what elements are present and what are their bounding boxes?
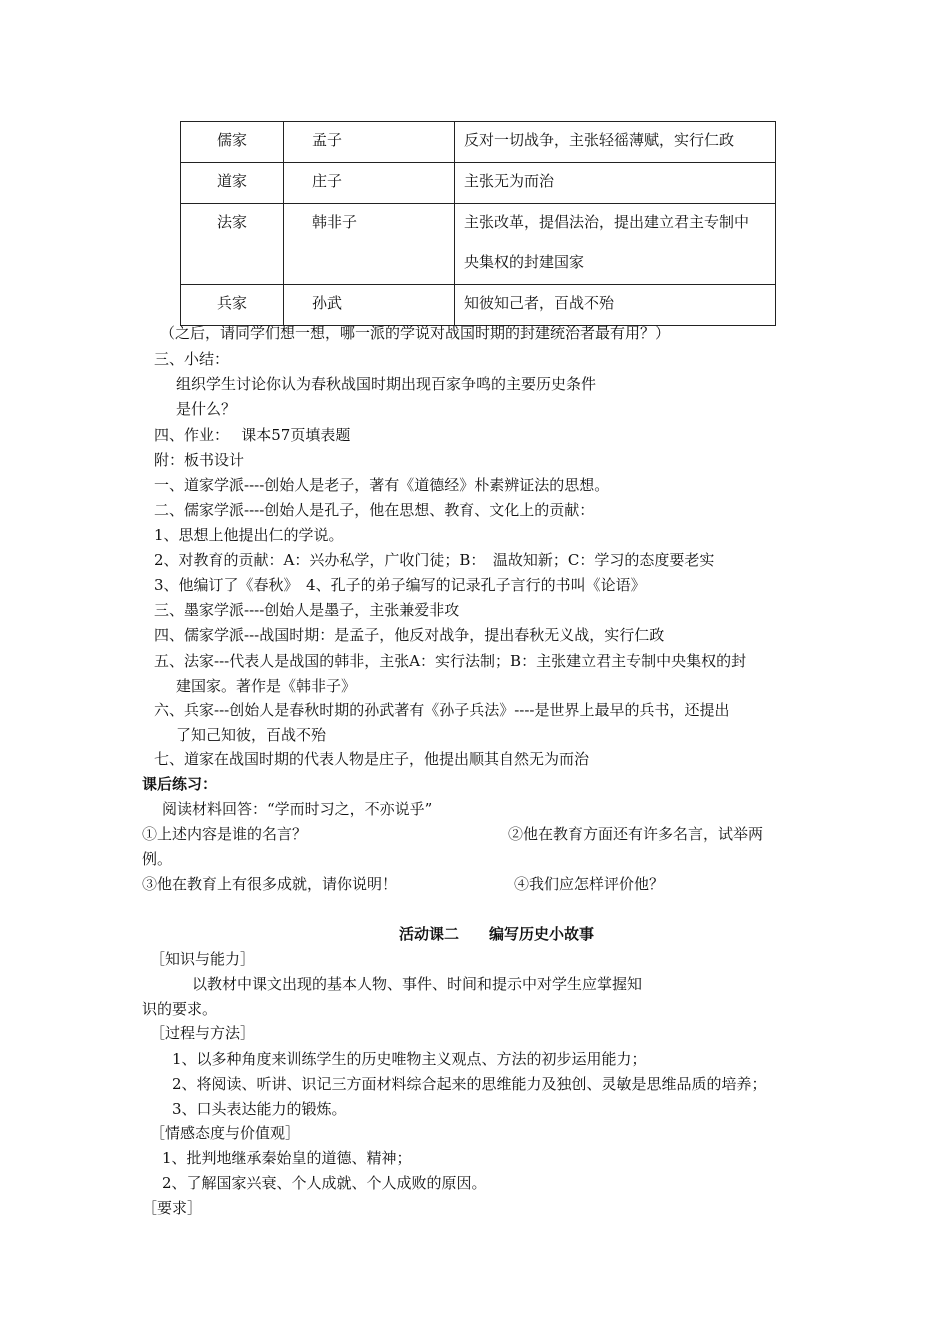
board-line: 三、墨家学派----创始人是墨子，主张兼爱非攻 xyxy=(154,601,460,619)
exercise-question-1: ①上述内容是谁的名言？ xyxy=(142,825,308,843)
goal-text: 2、将阅读、听讲、识记三方面材料综合起来的思维能力及独创、灵敏是思维品质的培养； xyxy=(172,1075,767,1093)
summary-text: 是什么？ xyxy=(176,400,237,418)
idea-cell: 反对一切战争，主张轻徭薄赋，实行仁政 xyxy=(455,122,776,163)
exercise-material: 阅读材料回答：“学而时习之，不亦说乎” xyxy=(162,800,433,818)
activity-title: 活动课二 编写历史小故事 xyxy=(399,925,595,943)
goal-heading: ［情感态度与价值观］ xyxy=(150,1124,301,1142)
school-cell: 儒家 xyxy=(181,122,284,163)
goal-text: 以教材中课文出现的基本人物、事件、时间和提示中对学生应掌握知 xyxy=(192,975,643,993)
board-line: 了知己知彼，百战不殆 xyxy=(176,726,327,744)
exercise-question-3: ③他在教育上有很多成就，请你说明！ xyxy=(142,875,398,893)
goal-text: 1、批判地继承秦始皇的道德、精神； xyxy=(162,1149,412,1167)
board-line: 一、道家学派----创始人是老子，著有《道德经》朴素辨证法的思想。 xyxy=(154,476,610,494)
table-row xyxy=(181,122,776,163)
school-cell: 法家 xyxy=(181,204,284,285)
goal-text: 3、口头表达能力的锻炼。 xyxy=(172,1100,347,1118)
homework-line: 四、作业： 课本57页填表题 xyxy=(154,426,351,444)
goal-heading: ［知识与能力］ xyxy=(150,950,256,968)
board-design-heading: 附：板书设计 xyxy=(154,451,245,469)
school-cell: 兵家 xyxy=(181,285,284,326)
goal-text: 2、了解国家兴衰、个人成就、个人成败的原因。 xyxy=(162,1174,487,1192)
table-row xyxy=(181,163,776,204)
table-row xyxy=(181,204,776,285)
person-cell: 庄子 xyxy=(284,163,455,204)
idea-cell: 主张无为而治 xyxy=(455,163,776,204)
schools-table xyxy=(180,121,776,326)
person-cell: 孙武 xyxy=(284,285,455,326)
idea-cell: 知彼知己者，百战不殆 xyxy=(455,285,776,326)
board-line: 1、思想上他提出仁的学说。 xyxy=(154,526,344,544)
table-question: （之后，请同学们想一想，哪一派的学说对战国时期的封建统治者最有用？） xyxy=(160,324,671,342)
person-cell: 孟子 xyxy=(284,122,455,163)
goal-text: 1、以多种角度来训练学生的历史唯物主义观点、方法的初步运用能力； xyxy=(172,1050,647,1068)
section-summary-heading: 三、小结： xyxy=(154,350,230,368)
exercise-heading: 课后练习： xyxy=(142,775,218,793)
person-cell: 韩非子 xyxy=(284,204,455,285)
goal-heading: ［过程与方法］ xyxy=(150,1024,256,1042)
school-cell: 道家 xyxy=(181,163,284,204)
board-line: 2、对教育的贡献：A：兴办私学，广收门徒；B： 温故知新；C：学习的态度要老实 xyxy=(154,551,715,569)
board-line: 五、法家---代表人是战国的韩非，主张A：实行法制；B：主张建立君主专制中央集权的封 xyxy=(154,652,747,670)
board-line: 七、道家在战国时期的代表人物是庄子，他提出顺其自然无为而治 xyxy=(154,750,590,768)
board-line: 二、儒家学派----创始人是孔子，他在思想、教育、文化上的贡献： xyxy=(154,501,595,519)
summary-text: 组织学生讨论你认为春秋战国时期出现百家争鸣的主要历史条件 xyxy=(176,375,597,393)
goal-text: 识的要求。 xyxy=(142,1000,218,1018)
table-row xyxy=(181,285,776,326)
board-line: 六、兵家---创始人是春秋时期的孙武著有《孙子兵法》----是世界上最早的兵书，还提出 xyxy=(154,701,730,719)
idea-cell: 主张改革，提倡法治，提出建立君主专制中 央集权的封建国家 xyxy=(455,204,776,285)
exercise-question-2: ②他在教育方面还有许多名言，试举两 xyxy=(508,825,764,843)
exercise-question-4: ④我们应怎样评价他？ xyxy=(514,875,665,893)
exercise-question-2-cont: 例。 xyxy=(142,850,173,868)
board-line: 四、儒家学派---战国时期：是孟子，他反对战争，提出春秋无义战，实行仁政 xyxy=(154,626,665,644)
goal-heading: ［要求］ xyxy=(142,1199,203,1217)
board-line: 3、他编订了《春秋》 4、孔子的弟子编写的记录孔子言行的书叫《论语》 xyxy=(154,576,646,594)
board-line: 建国家。著作是《韩非子》 xyxy=(176,677,357,695)
